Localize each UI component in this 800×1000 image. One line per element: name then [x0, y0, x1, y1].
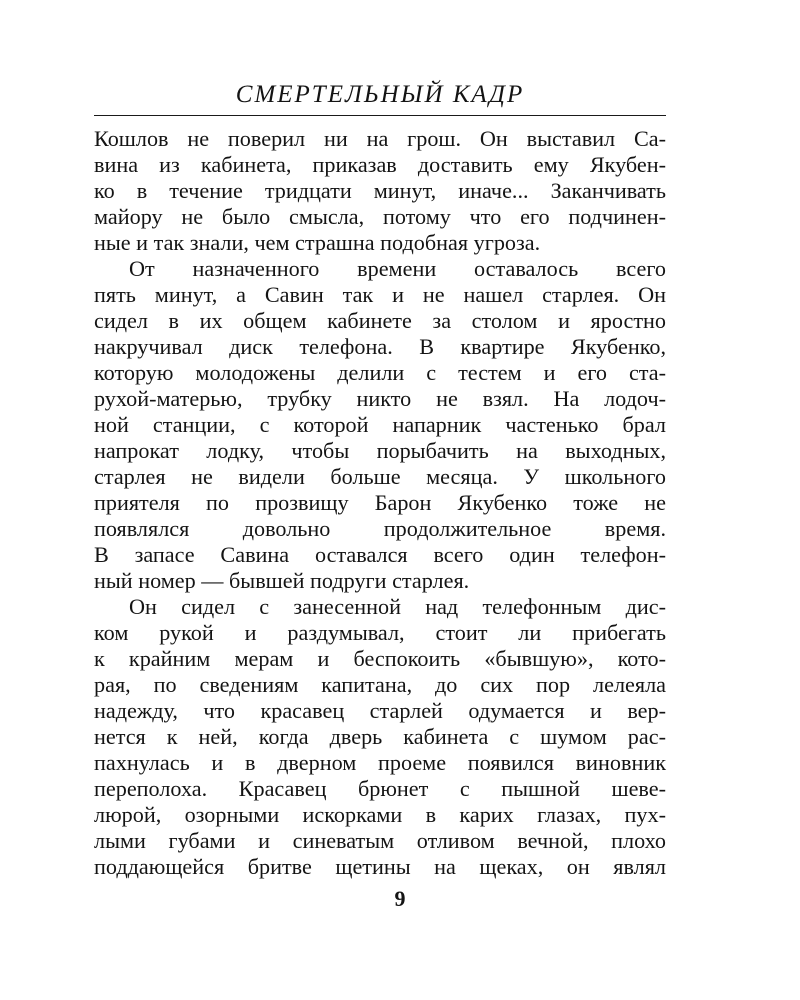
text-line: лыми губами и синеватым отливом вечной, плохо: [94, 828, 666, 853]
text-line: приятеля по прозвищу Барон Якубенко тоже не: [94, 490, 666, 515]
header-rule: [94, 115, 666, 116]
text-line: которую молодожены делили с тестем и его ста-: [94, 360, 666, 385]
body-text: [94, 126, 666, 880]
text-line: накручивал диск телефона. В квартире Якубенко,: [94, 334, 666, 359]
text-line: ный номер — бывшей подруги старлея.: [94, 568, 470, 593]
text-line: пахнулась и в дверном проеме появился виновник: [94, 750, 666, 775]
text-line: ком рукой и раздумывал, стоит ли прибегать: [94, 620, 666, 645]
text-line: к крайним мерам и беспокоить «бывшую», кото-: [94, 646, 666, 671]
text-line: майору не было смысла, потому что его подчинен-: [94, 204, 666, 229]
text-line: От назначенного времени оставалось всего: [129, 256, 666, 281]
text-line: сидел в их общем кабинете за столом и яростно: [94, 308, 666, 333]
text-line: Он сидел с занесенной над телефонным дис-: [129, 594, 666, 619]
text-line: В запасе Савина оставался всего один телефон-: [94, 542, 666, 567]
text-line: переполоха. Красавец брюнет с пышной шеве-: [94, 776, 666, 801]
page-number: 9: [394, 886, 406, 911]
text-line: Кошлов не поверил ни на грош. Он выставил Са-: [94, 126, 666, 151]
text-line: пять минут, а Савин так и не нашел старлея. Он: [94, 282, 666, 307]
text-line: старлея не видели больше месяца. У школьного: [94, 464, 666, 489]
text-line: нется к ней, когда дверь кабинета с шумом рас-: [94, 724, 666, 749]
text-line: вина из кабинета, приказав доставить ему Якубен-: [94, 152, 666, 177]
text-line: надежду, что красавец старлей одумается и вер-: [94, 698, 666, 723]
text-line: поддающейся бритве щетины на щеках, он являл: [94, 854, 666, 879]
text-line: ко в течение тридцати минут, иначе... Заканчивать: [94, 178, 666, 203]
text-line: ной станции, с которой напарник частенько брал: [94, 412, 666, 437]
text-line: напрокат лодку, чтобы порыбачить на выходных,: [94, 438, 666, 463]
text-line: ные и так знали, чем страшна подобная угроза.: [94, 230, 541, 255]
text-line: рая, по сведениям капитана, до сих пор лелеяла: [94, 672, 666, 697]
text-line: люрой, озорными искорками в карих глазах, пух-: [94, 802, 666, 827]
text-line: появлялся довольно продолжительное время.: [94, 516, 666, 541]
running-header: СМЕРТЕЛЬНЫЙ КАДР: [235, 81, 525, 108]
text-line: рухой-матерью, трубку никто не взял. На лодоч-: [94, 386, 666, 411]
